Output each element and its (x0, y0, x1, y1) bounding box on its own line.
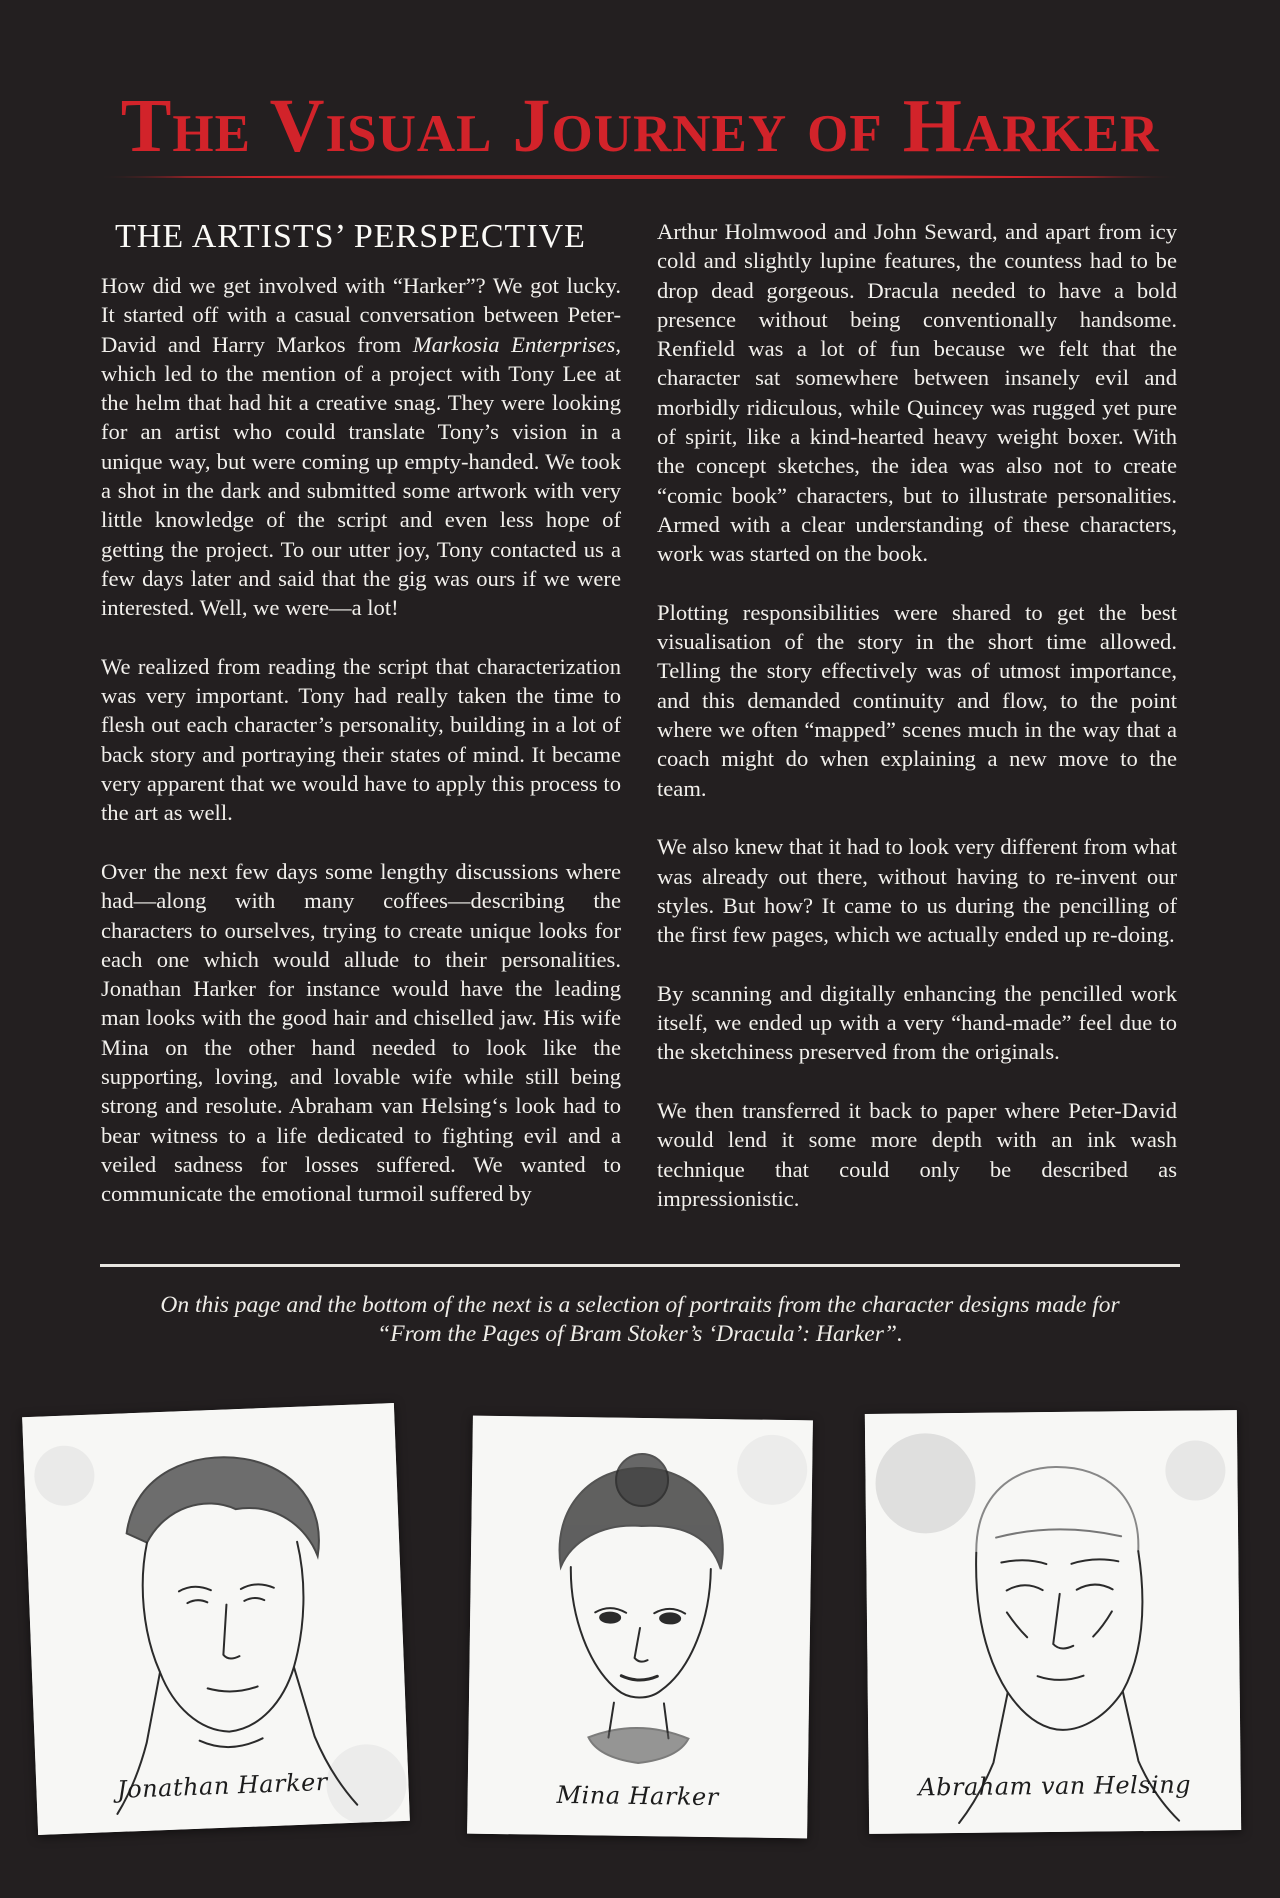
portrait-signature: Jonathan Harker (116, 1767, 329, 1804)
portraits-caption: On this page and the bottom of the next is a selection of portraits from the character designs made for “From the Pages of Bram Stoker’s ‘Dracula’: Harker”. (160, 1292, 1120, 1347)
section-heading: THE ARTISTS’ PERSPECTIVE (115, 218, 586, 255)
article-paragraph: We realized from reading the script that characterization was very important. Tony had really taken the time to flesh out each character’s personality, building in a lot of back story and portraying their states of mind. It became very apparent that we would have to apply this process to the art as well. (101, 653, 621, 826)
title-underline (100, 174, 1180, 180)
article-paragraph: By scanning and digitally enhancing the pencilled work itself, we ended up with a very “hand-made” feel due to the sketchiness preserved from the originals. (657, 980, 1177, 1065)
mina-sketch (467, 1416, 813, 1839)
portrait-signature: Abraham van Helsing (918, 1770, 1192, 1802)
page-title: The Visual Journey of Harker (120, 84, 1160, 168)
article-paragraph: How did we get involved with “Harker”? We got lucky. It started off with a casual conversation between Peter-David and Harry Markos from Markosia Enterprises, which led to the mention of a project with Tony Lee at the helm that had hit a creative snag. They were looking for an artist who could translate Tony’s vision in a unique way, but were coming up empty-handed. We took a shot in the dark and submitted some artwork with very little knowledge of the script and even less hope of getting the project. To our utter joy, Tony contacted us a few days later and said that the gig was ours if we were interested. Well, we were—a lot! (101, 273, 621, 621)
left-column (101, 215, 621, 1238)
right-column (657, 217, 1177, 1242)
portrait-card-mina (467, 1416, 813, 1839)
article-paragraph: We also knew that it had to look very different from what was already out there, without having to re-invent our styles. But how? It came to us during the pencilling of the first few pages, which we actually ended up re-doing. (657, 834, 1177, 948)
portrait-card-jonathan (22, 1403, 410, 1835)
article-paragraph: We then transferred it back to paper where Peter-David would lend it some more depth with an ink wash technique that could only be described as impressionistic. (657, 1097, 1177, 1211)
portrait-signature: Mina Harker (556, 1780, 719, 1812)
portrait-card-van-helsing (865, 1410, 1241, 1834)
section-divider (100, 1264, 1180, 1267)
article-paragraph: Over the next few days some lengthy discussions where had—along with many coffees—describing the characters to ourselves, trying to create unique looks for each one which would allude to their personalities. Jonathan Harker for instance would have the leading man looks with the good hair and chiselled jaw. His wife Mina on the other hand needed to look like the supporting, loving, and lovable wife while still being strong and resolute. Abraham van Helsing‘s look had to bear witness to a life dedicated to fighting evil and a veiled sadness for losses suffered. We wanted to communicate the emotional turmoil suffered by (101, 858, 621, 1207)
article-paragraph: Plotting responsibilities were shared to get the best visualisation of the story in the short time allowed. Telling the story effectively was of utmost importance, and this demanded continuity and flow, to the point where we often “mapped” scenes much in the way that a coach might do when explaining a new move to the team. (657, 599, 1177, 801)
article-paragraph: Arthur Holmwood and John Seward, and apart from icy cold and slightly lupine features, the countess had to be drop dead gorgeous. Dracula needed to have a bold presence without being conventionally handsome. Renfield was a lot of fun because we felt that the character sat somewhere between insanely evil and morbidly ridiculous, while Quincey was rugged yet pure of spirit, like a kind-hearted heavy weight boxer. With the concept sketches, the idea was also not to create “comic book” characters, but to illustrate personalities. Armed with a clear understanding of these characters, work was started on the book. (657, 219, 1177, 567)
